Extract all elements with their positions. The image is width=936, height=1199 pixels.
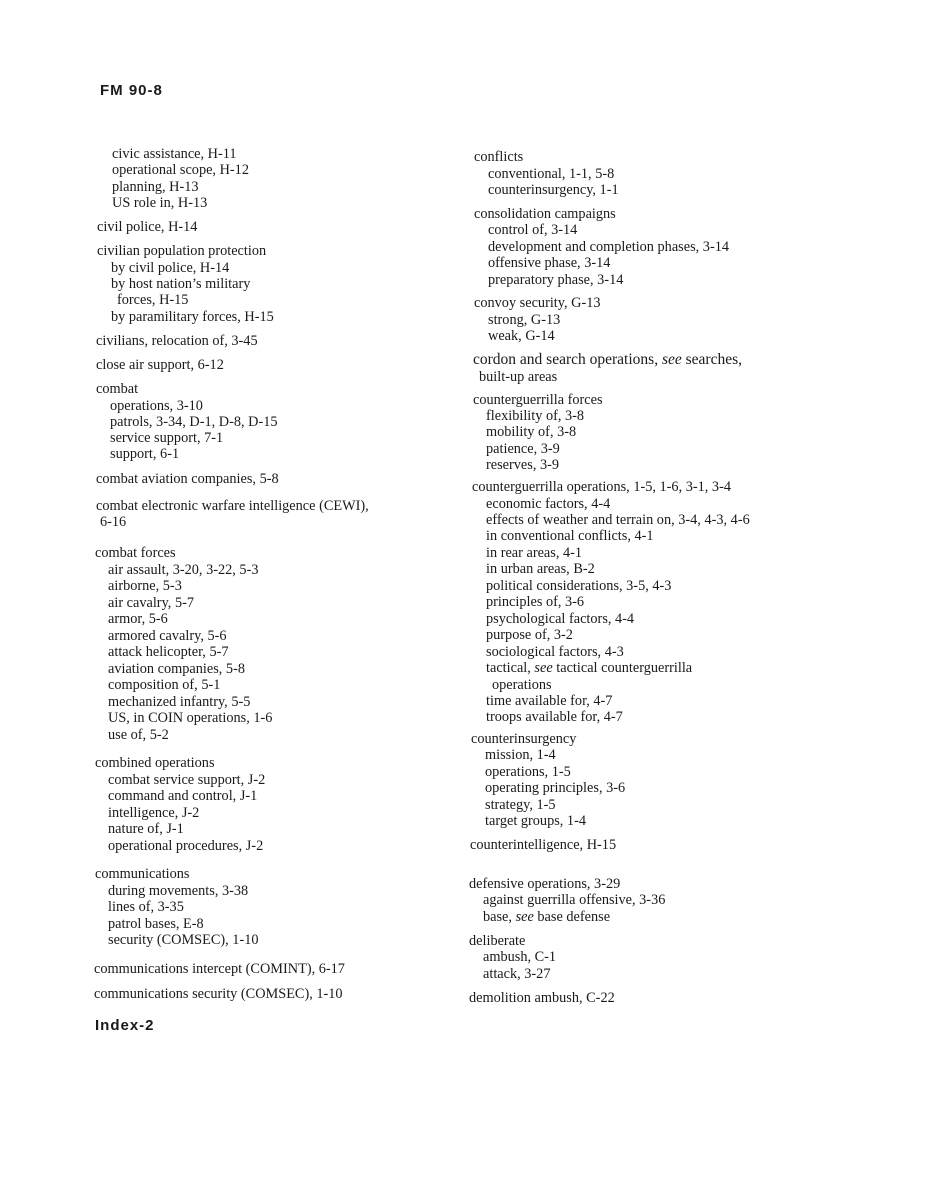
index-subentry: US, in COIN operations, 1-6 bbox=[108, 710, 273, 726]
index-subentry: preparatory phase, 3-14 bbox=[488, 272, 624, 288]
index-subentry-continuation: operations bbox=[492, 677, 552, 693]
index-subentry: operational scope, H-12 bbox=[112, 162, 249, 178]
index-entry: counterinsurgency bbox=[471, 731, 577, 747]
index-entry-cross-reference bbox=[473, 352, 742, 368]
reference-target: tactical counterguerrilla bbox=[552, 660, 693, 676]
index-subentry: security (COMSEC), 1-10 bbox=[108, 932, 259, 948]
index-subentry: in conventional conflicts, 4-1 bbox=[486, 528, 654, 544]
index-subentry: support, 6-1 bbox=[110, 446, 180, 462]
index-subentry: mechanized infantry, 5-5 bbox=[108, 694, 251, 710]
index-subentry-cross-reference bbox=[486, 660, 692, 676]
index-subentry-continuation: forces, H-15 bbox=[117, 292, 189, 308]
index-entry: combined operations bbox=[95, 755, 215, 771]
index-subentry: target groups, 1-4 bbox=[485, 813, 586, 829]
index-entry: counterguerrilla operations, 1-5, 1-6, 3-1, 3-4 bbox=[472, 479, 731, 495]
index-subentry: weak, G-14 bbox=[488, 328, 555, 344]
index-entry: consolidation campaigns bbox=[474, 206, 616, 222]
index-subentry: service support, 7-1 bbox=[110, 430, 224, 446]
index-entry: combat electronic warfare intelligence (CEWI), bbox=[96, 498, 369, 514]
index-subentry: lines of, 3-35 bbox=[108, 899, 184, 915]
index-subentry: in urban areas, B-2 bbox=[486, 561, 595, 577]
index-subentry: attack helicopter, 5-7 bbox=[108, 644, 229, 660]
index-subentry: psychological factors, 4-4 bbox=[486, 611, 635, 627]
see-reference: see bbox=[534, 660, 553, 676]
index-subentry: armored cavalry, 5-6 bbox=[108, 628, 227, 644]
index-entry: counterguerrilla forces bbox=[473, 392, 603, 408]
entry-text: cordon and search operations, bbox=[473, 351, 662, 368]
index-subentry: conventional, 1-1, 5-8 bbox=[488, 166, 615, 182]
index-subentry: civic assistance, H-11 bbox=[112, 146, 237, 162]
index-subentry: against guerrilla offensive, 3-36 bbox=[483, 892, 666, 908]
index-subentry: troops available for, 4-7 bbox=[486, 709, 623, 725]
index-subentry: by paramilitary forces, H-15 bbox=[111, 309, 274, 325]
index-subentry: economic factors, 4-4 bbox=[486, 496, 611, 512]
index-entry: demolition ambush, C-22 bbox=[469, 990, 615, 1006]
index-subentry: airborne, 5-3 bbox=[108, 578, 182, 594]
index-subentry: combat service support, J-2 bbox=[108, 772, 266, 788]
index-subentry: operating principles, 3-6 bbox=[485, 780, 626, 796]
index-subentry: political considerations, 3-5, 4-3 bbox=[486, 578, 672, 594]
index-subentry: flexibility of, 3-8 bbox=[486, 408, 585, 424]
index-subentry: time available for, 4-7 bbox=[486, 693, 613, 709]
index-subentry: aviation companies, 5-8 bbox=[108, 661, 245, 677]
entry-text: base, bbox=[483, 909, 516, 925]
reference-target: searches, bbox=[681, 351, 742, 368]
index-subentry: sociological factors, 4-3 bbox=[486, 644, 624, 660]
index-subentry: nature of, J-1 bbox=[108, 821, 184, 837]
index-subentry: in rear areas, 4-1 bbox=[486, 545, 583, 561]
index-subentry: patrols, 3-34, D-1, D-8, D-15 bbox=[110, 414, 278, 430]
index-subentry: operational procedures, J-2 bbox=[108, 838, 264, 854]
reference-target: base defense bbox=[533, 909, 611, 925]
index-entry: combat forces bbox=[95, 545, 176, 561]
index-subentry: US role in, H-13 bbox=[112, 195, 208, 211]
document-id-header: FM 90-8 bbox=[100, 82, 163, 99]
index-subentry: attack, 3-27 bbox=[483, 966, 551, 982]
index-subentry: reserves, 3-9 bbox=[486, 457, 560, 473]
index-subentry: strong, G-13 bbox=[488, 312, 561, 328]
index-entry: communications bbox=[95, 866, 190, 882]
index-entry: civilian population protection bbox=[97, 243, 267, 259]
index-subentry: development and completion phases, 3-14 bbox=[488, 239, 730, 255]
index-entry: convoy security, G-13 bbox=[474, 295, 601, 311]
index-entry: communications intercept (COMINT), 6-17 bbox=[94, 961, 345, 977]
page-number-footer: Index-2 bbox=[95, 1017, 155, 1034]
index-subentry: air cavalry, 5-7 bbox=[108, 595, 194, 611]
index-subentry: composition of, 5-1 bbox=[108, 677, 221, 693]
index-subentry: use of, 5-2 bbox=[108, 727, 169, 743]
index-subentry: offensive phase, 3-14 bbox=[488, 255, 611, 271]
index-subentry: patience, 3-9 bbox=[486, 441, 560, 457]
index-subentry: intelligence, J-2 bbox=[108, 805, 200, 821]
index-subentry: air assault, 3-20, 3-22, 5-3 bbox=[108, 562, 259, 578]
index-subentry: principles of, 3-6 bbox=[486, 594, 585, 610]
index-entry: deliberate bbox=[469, 933, 526, 949]
index-subentry: mission, 1-4 bbox=[485, 747, 556, 763]
index-subentry: by host nation’s military bbox=[111, 276, 251, 292]
index-subentry: effects of weather and terrain on, 3-4, 4-3, 4-6 bbox=[486, 512, 750, 528]
index-entry: combat aviation companies, 5-8 bbox=[96, 471, 279, 487]
index-subentry: operations, 1-5 bbox=[485, 764, 571, 780]
index-entry: civil police, H-14 bbox=[97, 219, 198, 235]
index-subentry: ambush, C-1 bbox=[483, 949, 557, 965]
see-reference: see bbox=[661, 351, 682, 368]
index-subentry: during movements, 3-38 bbox=[108, 883, 249, 899]
index-entry: close air support, 6-12 bbox=[96, 357, 224, 373]
index-subentry: counterinsurgency, 1-1 bbox=[488, 182, 619, 198]
index-subentry: purpose of, 3-2 bbox=[486, 627, 573, 643]
see-reference: see bbox=[515, 909, 534, 925]
index-subentry: command and control, J-1 bbox=[108, 788, 258, 804]
index-subentry: planning, H-13 bbox=[112, 179, 199, 195]
index-subentry: patrol bases, E-8 bbox=[108, 916, 204, 932]
index-subentry: operations, 3-10 bbox=[110, 398, 203, 414]
entry-text: tactical, bbox=[486, 660, 535, 676]
index-subentry: strategy, 1-5 bbox=[485, 797, 556, 813]
index-subentry: mobility of, 3-8 bbox=[486, 424, 577, 440]
index-subentry: armor, 5-6 bbox=[108, 611, 168, 627]
index-entry: communications security (COMSEC), 1-10 bbox=[94, 986, 343, 1002]
index-entry: conflicts bbox=[474, 149, 524, 165]
index-subentry-cross-reference bbox=[483, 909, 610, 925]
index-entry: counterintelligence, H-15 bbox=[470, 837, 617, 853]
index-subentry: control of, 3-14 bbox=[488, 222, 578, 238]
index-entry: civilians, relocation of, 3-45 bbox=[96, 333, 258, 349]
index-entry-continuation: 6-16 bbox=[100, 514, 127, 530]
index-entry: defensive operations, 3-29 bbox=[469, 876, 621, 892]
index-entry: combat bbox=[96, 381, 139, 397]
index-entry-continuation: built-up areas bbox=[479, 369, 558, 385]
index-subentry: by civil police, H-14 bbox=[111, 260, 230, 276]
